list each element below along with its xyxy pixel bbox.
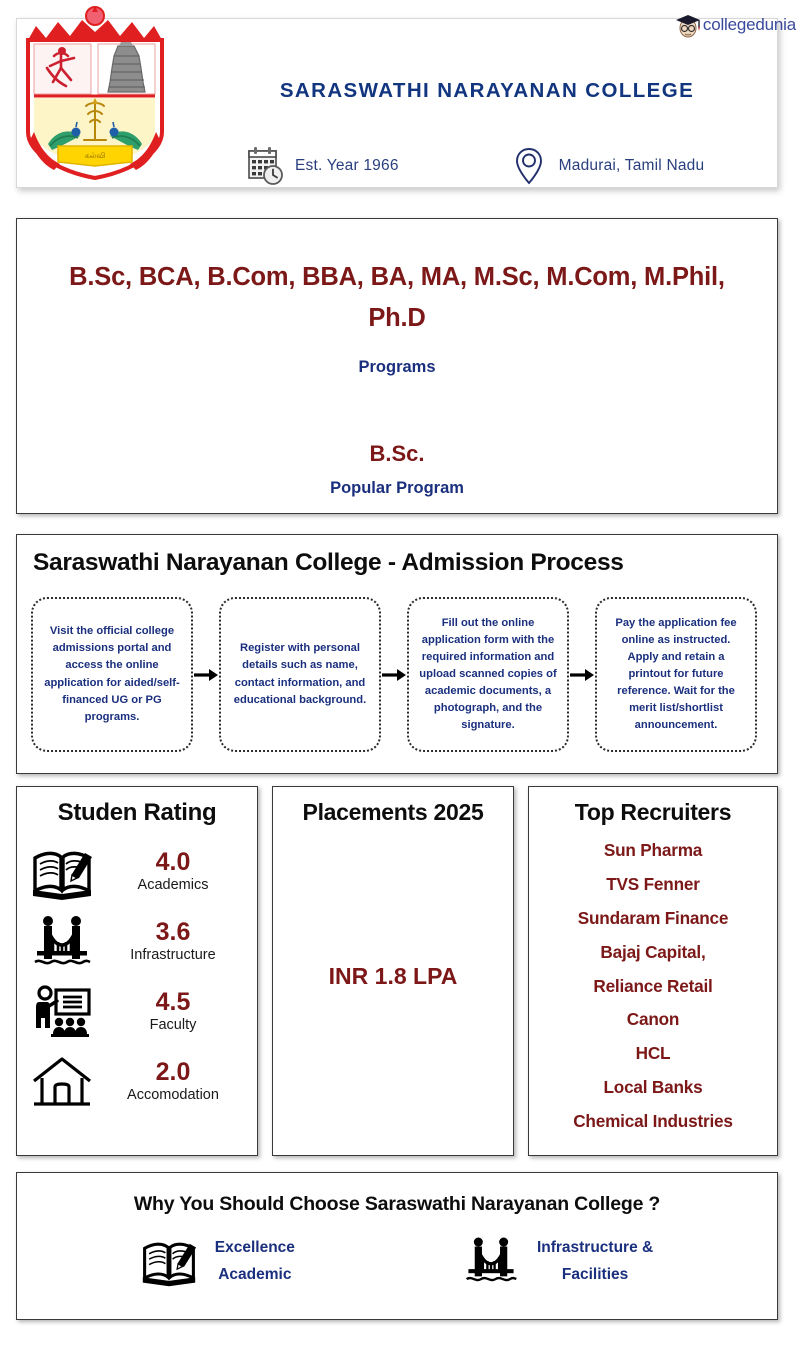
rating-info — [93, 1059, 257, 1104]
arrow-right-icon — [193, 667, 219, 683]
why-choose-item-infrastructure — [463, 1234, 653, 1288]
header-meta-row — [207, 145, 787, 187]
admission-title: Saraswathi Narayanan College - Admission Process — [33, 549, 624, 576]
why-choose-label — [215, 1234, 295, 1288]
rating-list — [17, 837, 257, 1117]
rating-info — [93, 919, 257, 964]
arrow-right-icon — [381, 667, 407, 683]
house-icon — [31, 1054, 93, 1110]
watermark-label: collegedunia — [702, 15, 796, 34]
popular-program-label: Popular Program — [330, 478, 464, 497]
programs-card — [16, 218, 778, 514]
rating-label: Accomodation — [127, 1086, 219, 1103]
programs-list: B.Sc, BCA, B.Com, BBA, BA, MA, M.Sc, M.Com, M.Phil, Ph.D — [69, 263, 725, 333]
recruiter-item: Bajaj Capital, — [600, 941, 706, 962]
rating-value: 2.0 — [155, 1058, 191, 1087]
college-crest-logo — [14, 6, 176, 184]
student-rating-title: Studen Rating — [57, 799, 217, 826]
programs-list-label: Programs — [358, 357, 436, 376]
map-pin-icon — [509, 145, 549, 187]
admission-process-card — [16, 534, 778, 774]
why-choose-row — [17, 1234, 777, 1288]
why-choose-label-line2: Academic — [218, 1266, 292, 1284]
established-info — [245, 145, 399, 187]
rating-row-faculty — [17, 977, 257, 1047]
rating-row-academics — [17, 837, 257, 907]
book-pencil-icon — [141, 1234, 197, 1288]
admission-step-text: Pay the application fee online as instructed. Apply and retain a printout for future reference. Wait for the merit list/shortlist announcement. — [615, 616, 737, 732]
why-choose-title: Why You Should Choose Saraswathi Narayanan College ? — [133, 1193, 661, 1215]
why-choose-label-line1: Infrastructure & — [536, 1239, 654, 1256]
rating-info — [93, 989, 257, 1034]
rating-label: Infrastructure — [130, 946, 216, 963]
recruiter-item: Reliance Retail — [593, 975, 713, 996]
top-recruiters-card — [528, 786, 778, 1156]
rating-label: Faculty — [149, 1016, 197, 1033]
bridge-icon — [31, 914, 93, 970]
placements-title: Placements 2025 — [302, 799, 484, 825]
admission-step-text: Register with personal details such as name, contact information, and educational background. — [233, 642, 367, 706]
why-choose-label — [537, 1234, 653, 1288]
admission-step — [31, 597, 193, 752]
why-choose-label-line2: Facilities — [561, 1266, 629, 1284]
admission-step-text: Fill out the online application form with the required information and upload scanned copies of academic documents, a photograph, and the signature. — [419, 616, 557, 732]
page-title: SARASWATHI NARAYANAN COLLEGE — [279, 79, 695, 102]
recruiter-item: Chemical Industries — [573, 1111, 733, 1131]
established-label: Est. Year 1966 — [295, 157, 399, 174]
bridge-icon — [463, 1234, 519, 1288]
admission-steps-row — [31, 597, 765, 752]
recruiter-item: HCL — [635, 1043, 671, 1064]
admission-step-text: Visit the official college admissions portal and access the online application for aided/self-financed UG or PG programs. — [44, 625, 180, 723]
crest-svg — [14, 6, 176, 184]
svg-text:கல்வி: கல்வி — [84, 151, 106, 160]
admission-step — [407, 597, 569, 752]
rating-value: 4.0 — [155, 848, 191, 877]
why-choose-item-academic — [141, 1234, 295, 1288]
recruiter-item: Local Banks — [603, 1077, 703, 1098]
arrow-right-icon — [569, 667, 595, 683]
why-choose-card — [16, 1172, 778, 1320]
book-pencil-icon — [31, 844, 93, 900]
popular-program-value: B.Sc. — [369, 440, 425, 466]
calendar-clock-icon — [245, 145, 285, 187]
collegedunia-graduate-face-icon — [673, 10, 703, 40]
teacher-classroom-icon — [31, 984, 93, 1040]
step-arrow-3 — [569, 667, 595, 683]
location-label: Madurai, Tamil Nadu — [558, 157, 705, 174]
step-arrow-2 — [381, 667, 407, 683]
rating-label: Academics — [137, 876, 209, 893]
admission-step — [595, 597, 757, 752]
rating-value: 4.5 — [155, 988, 191, 1017]
recruiters-list — [529, 834, 777, 1139]
rating-row-infrastructure — [17, 907, 257, 977]
rating-value: 3.6 — [155, 918, 191, 947]
recruiter-item: Canon — [626, 1009, 680, 1030]
top-recruiters-title: Top Recruiters — [574, 799, 732, 825]
rating-info — [93, 849, 257, 894]
location-info — [509, 145, 705, 187]
recruiter-item: TVS Fenner — [606, 873, 700, 894]
admission-step — [219, 597, 381, 752]
placements-average-package: INR 1.8 LPA — [328, 963, 458, 989]
step-arrow-1 — [193, 667, 219, 683]
placements-card — [272, 786, 514, 1156]
collegedunia-watermark — [673, 10, 796, 40]
rating-row-accomodation — [17, 1047, 257, 1117]
why-choose-label-line1: Excellence — [214, 1239, 295, 1256]
recruiter-item: Sundaram Finance — [577, 907, 729, 928]
student-rating-card — [16, 786, 258, 1156]
recruiter-item: Sun Pharma — [603, 840, 703, 860]
